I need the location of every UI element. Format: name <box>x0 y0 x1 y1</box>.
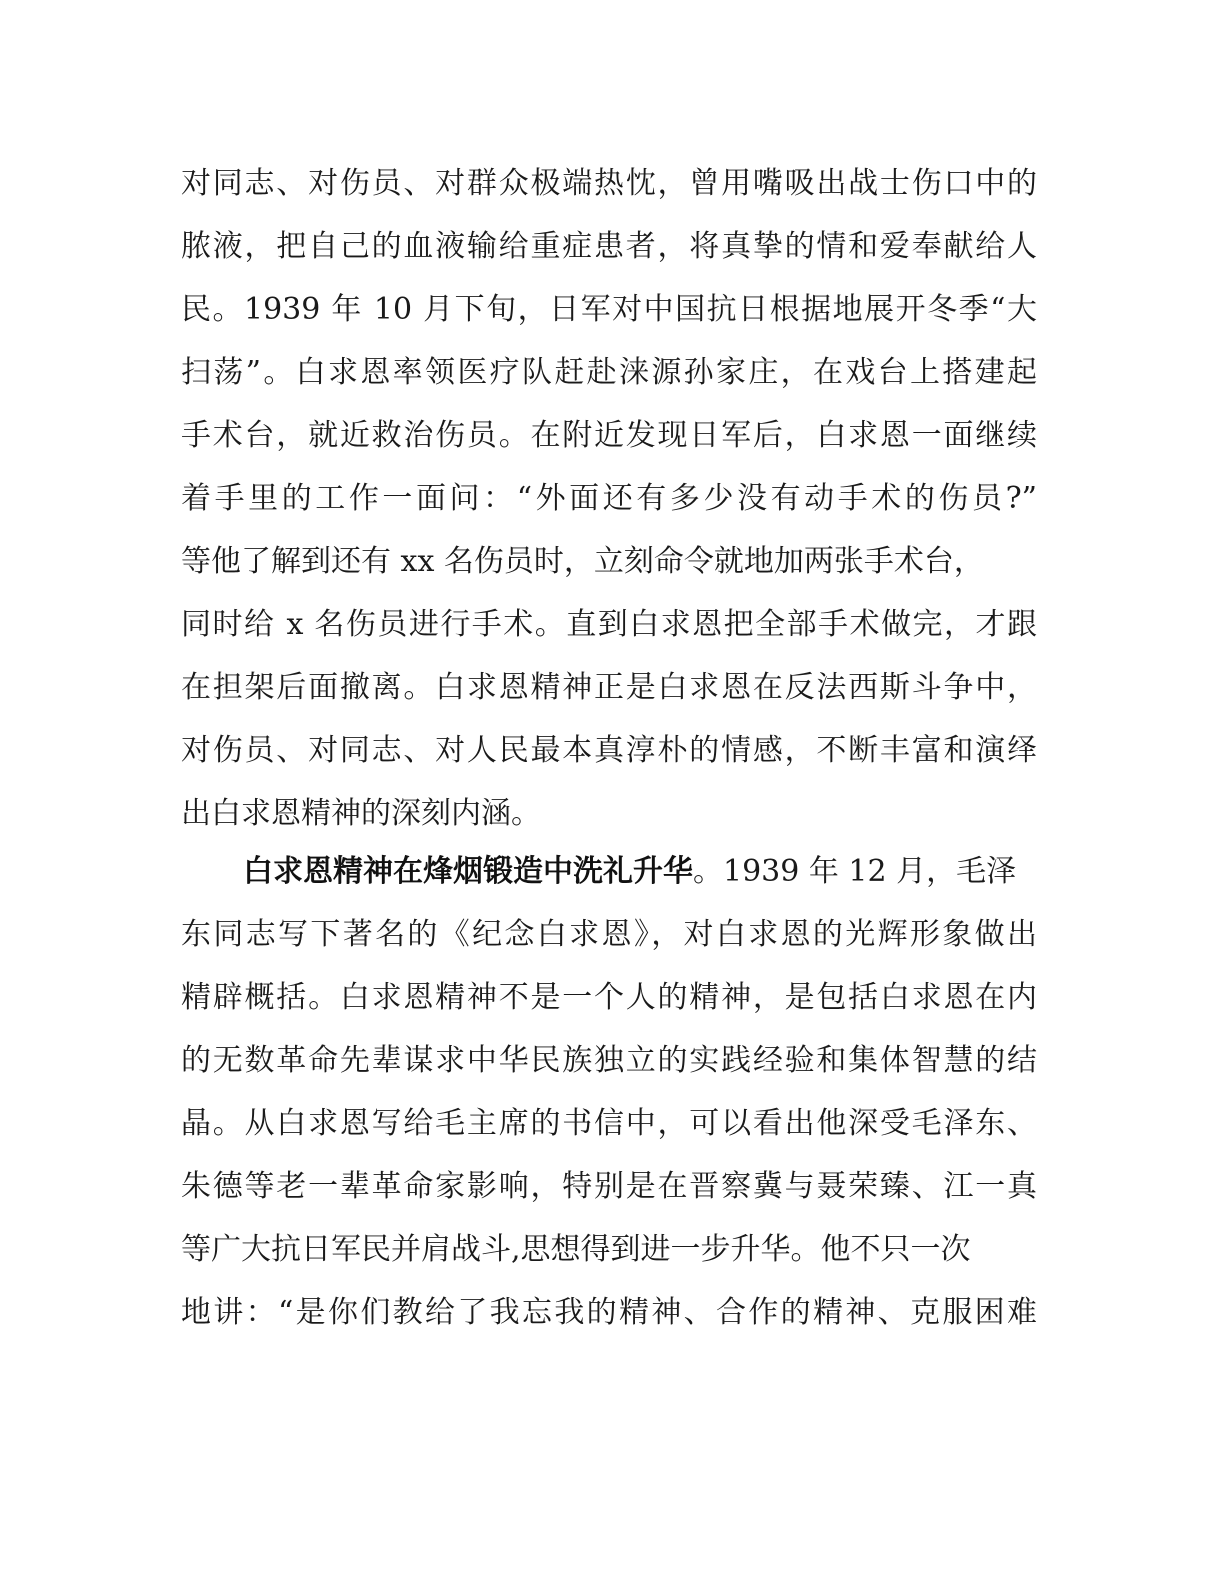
text-line: 精辟概括。白求恩精神不是一个人的精神，是包括白求恩在内 <box>181 980 1037 1015</box>
text-line: 对伤员、对同志、对人民最本真淳朴的情感，不断丰富和演绎 <box>181 733 1037 768</box>
text-line: 手术台，就近救治伤员。在附近发现日军后，白求恩一面继续 <box>181 418 1037 453</box>
paragraph-2 <box>181 840 1037 1344</box>
text-line: 地讲：“是你们教给了我忘我的精神、合作的精神、克服困难 <box>181 1295 1037 1330</box>
text-line: 脓液，把自己的血液输给重症患者，将真挚的情和爱奉献给人 <box>181 229 1037 264</box>
text-line: 的无数革命先辈谋求中华民族独立的实践经验和集体智慧的结 <box>181 1043 1037 1078</box>
text-line: 民。1939 年 10 月下旬，日军对中国抗日根据地展开冬季“大 <box>181 292 1037 327</box>
text-line: 着手里的工作一面问：“外面还有多少没有动手术的伤员?” <box>181 481 1037 516</box>
text-line-rest: 。1939 年 12 月，毛泽 <box>693 854 1017 889</box>
text-line: 出白求恩精神的深刻内涵。 <box>181 796 541 831</box>
text-line: 扫荡”。白求恩率领医疗队赶赴涞源孙家庄，在戏台上搭建起 <box>181 355 1037 390</box>
text-line: 等广大抗日军民并肩战斗,思想得到进一步升华。他不只一次 <box>181 1232 971 1267</box>
text-line: 在担架后面撤离。白求恩精神正是白求恩在反法西斯斗争中， <box>181 670 1037 705</box>
text-line: 等他了解到还有 xx 名伤员时，立刻命令就地加两张手术台， <box>181 544 984 579</box>
text-line: 晶。从白求恩写给毛主席的书信中，可以看出他深受毛泽东、 <box>181 1106 1037 1141</box>
text-line: 朱德等老一辈革命家影响，特别是在晋察冀与聂荣臻、江一真 <box>181 1169 1037 1204</box>
text-line: 同时给 x 名伤员进行手术。直到白求恩把全部手术做完，才跟 <box>181 607 1037 642</box>
paragraph-1 <box>181 152 1037 845</box>
text-line: 对同志、对伤员、对群众极端热忱，曾用嘴吸出战士伤口中的 <box>181 166 1037 201</box>
section-lead-heading: 白求恩精神在烽烟锻造中洗礼升华 <box>243 854 693 889</box>
text-line: 东同志写下著名的《纪念白求恩》，对白求恩的光辉形象做出 <box>181 917 1037 952</box>
text-line-first <box>181 840 1037 903</box>
